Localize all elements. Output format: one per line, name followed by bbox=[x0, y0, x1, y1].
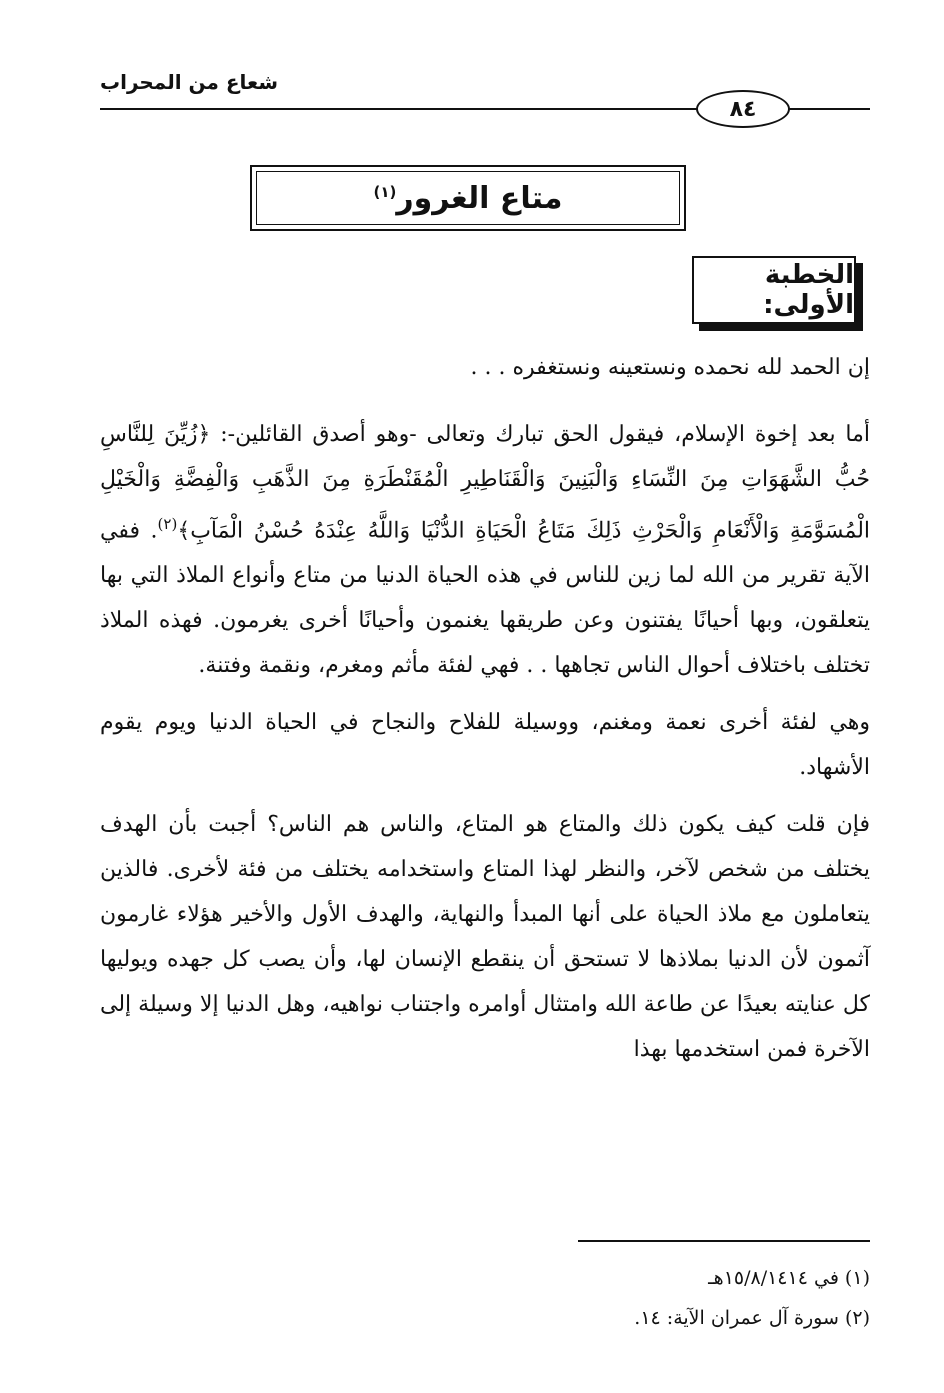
section-heading: الخطبة الأولى: bbox=[763, 260, 854, 320]
footnotes bbox=[100, 1258, 870, 1338]
sermon-title bbox=[374, 181, 563, 216]
paragraph-1 bbox=[100, 412, 870, 688]
paragraph-1-intro: أما بعد إخوة الإسلام، فيقول الحق تبارك وتعالى -وهو أصدق القائلين-: bbox=[220, 422, 871, 447]
verse-footnote-marker: (٢) bbox=[157, 515, 178, 533]
quran-verse: ﴿زُيِّنَ لِلنَّاسِ حُبُّ الشَّهَوَاتِ مِنَ النِّسَاءِ وَالْبَنِينَ وَالْقَنَاطِيرِ الْمُقَنْطَرَةِ مِنَ الذَّهَبِ وَالْفِضَّةِ وَالْخَيْلِ الْمُسَوَّمَةِ وَالْأَنْعَامِ وَالْحَرْثِ ذَلِكَ مَتَاعُ الْحَيَاةِ الدُّنْيَا وَاللَّهُ عِنْدَهُ حُسْنُ الْمَآبِ﴾ bbox=[100, 422, 871, 544]
opening-paragraph: إن الحمد لله نحمده ونستعينه ونستغفره . . . bbox=[470, 355, 870, 380]
page-number: ٨٤ bbox=[696, 90, 790, 128]
running-header: شعاع من المحراب bbox=[100, 70, 279, 94]
sermon-title-text: متاع الغرور bbox=[396, 180, 563, 216]
footnote-1: (١) في ١٥/٨/١٤١٤هـ bbox=[708, 1267, 870, 1289]
title-footnote-marker: (١) bbox=[373, 182, 397, 201]
paragraph-1-rest: . ففي الآية تقرير من الله لما زين للناس في هذه الحياة الدنيا من متاع وأنواع الملاذ التي بها يتعلقون، وبها أحيانًا يفتنون وعن طريقها يغنمون وأحيانًا أخرى يغرمون. فهذه الملاذ تختلف باختلاف أحوال الناس تجاهها . . فهي لفئة مأثم ومغرم، ونقمة وفتنة. bbox=[100, 518, 870, 679]
section-box bbox=[692, 256, 856, 324]
paragraph-3: فإن قلت كيف يكون ذلك والمتاع هو المتاع، والناس هم الناس؟ أجبت بأن الهدف يختلف من شخص لآخر، والنظر لهذا المتاع واستخدامه يختلف من فئة لأخرى. فالذين يتعاملون مع ملاذ الحياة على أنها المبدأ والنهاية، والهدف الأول والأخير هؤلاء غارمون آثمون لأن الدنيا بملاذها لا تستحق أن ينقطع الإنسان لها، وأن يصب كل جهده ويوليها كل عنايته بعيدًا عن طاعة الله وامتثال أوامره واجتناب نواهيه، وهل الدنيا إلا وسيلة إلى الآخرة فمن استخدمها بهذا bbox=[100, 812, 870, 1063]
footnote-rule bbox=[578, 1240, 870, 1242]
paragraph-2: وهي لفئة أخرى نعمة ومغنم، ووسيلة للفلاح والنجاح في الحياة الدنيا ويوم يقوم الأشهاد. bbox=[100, 710, 870, 781]
body-text bbox=[100, 345, 870, 1084]
footnote-2: (٢) سورة آل عمران الآية: ١٤. bbox=[634, 1307, 870, 1329]
title-frame bbox=[250, 165, 686, 231]
